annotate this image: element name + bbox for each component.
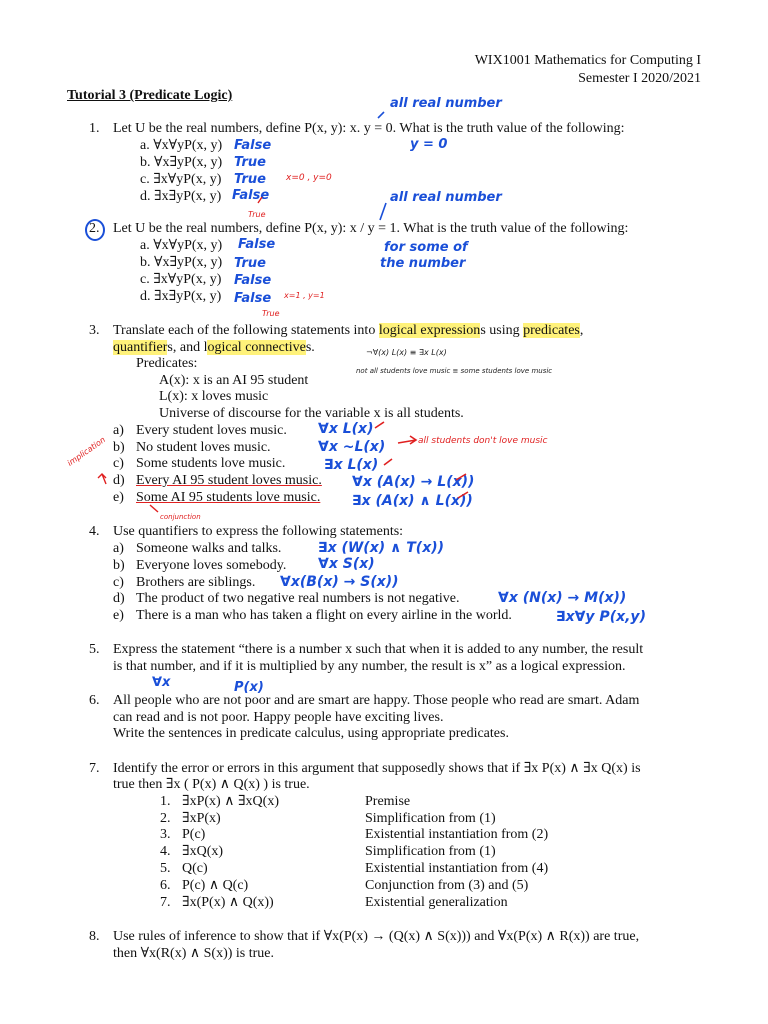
q4-item-e-label: e) <box>113 608 124 623</box>
q7-line2: true then ∃x ( P(x) ∧ Q(x) ) is true. <box>113 777 310 792</box>
q4-answer-d: ∀x (N(x) → M(x)) <box>498 590 627 606</box>
q7-step-statement: ∃xP(x) <box>182 811 221 826</box>
q1-item-a: a. ∀x∀yP(x, y) <box>140 138 223 153</box>
q1-note-d: False <box>232 188 270 203</box>
q8-line1: Use rules of inference to show that if ∀x(P(x) → (Q(x) ∧ S(x))) and ∀x(P(x) ∧ R(x)) are true, <box>113 929 640 944</box>
q4-item-d-label: d) <box>113 591 125 606</box>
q3-universe: Universe of discourse for the variable x is all students. <box>159 406 464 421</box>
q4-item-d: The product of two negative real numbers is not negative. <box>136 591 460 606</box>
q3-number: 3. <box>89 323 100 338</box>
q7-line1: Identify the error or errors in this argument that supposedly shows that if ∃x P(x) ∧ ∃x Q(x) is <box>113 761 641 776</box>
q3-answer-e: ∃x (A(x) ∧ L(x)) <box>352 493 473 509</box>
q1-number: 1. <box>89 121 100 136</box>
q7-step-num: 3. <box>160 827 171 842</box>
q1-fix-arrow <box>258 197 262 203</box>
q3-note-implication: implication <box>65 435 108 468</box>
q3-pred-l: L(x): x loves music <box>159 389 269 404</box>
q3-item-c-label: c) <box>113 456 124 471</box>
q2-item-c: c. ∃x∀yP(x, y) <box>140 272 222 287</box>
q1-note-c-side: x=0 , y=0 <box>286 173 332 183</box>
q3-note-equivalence: ¬∀(x) L(x) ≡ ∃x L(x) <box>366 348 447 357</box>
q1-item-b: b. ∀x∃yP(x, y) <box>140 155 223 170</box>
q3-arrow-implication <box>98 474 106 484</box>
q4-item-c: Brothers are siblings. <box>136 575 256 590</box>
q7-step-num: 5. <box>160 861 171 876</box>
q3-note-conjunction: conjunction <box>160 513 201 521</box>
q7-step-num: 7. <box>160 895 171 910</box>
q2-note-a: False <box>238 237 276 252</box>
q2-note-d: False <box>234 291 272 306</box>
q7-step-reason: Conjunction from (3) and (5) <box>365 878 529 893</box>
q6-line1: All people who are not poor and are smart are happy. Those people who read are smart. Adam <box>113 693 640 708</box>
q5-number: 5. <box>89 642 100 657</box>
q4-answer-c: ∀x(B(x) → S(x)) <box>280 574 399 590</box>
q7-step-num: 2. <box>160 811 171 826</box>
q4-item-a: Someone walks and talks. <box>136 541 282 556</box>
q7-step-statement: ∃xQ(x) <box>182 844 224 859</box>
q7-step-statement: P(c) <box>182 827 206 842</box>
q2-item-b: b. ∀x∃yP(x, y) <box>140 255 223 270</box>
q6-number: 6. <box>89 693 100 708</box>
q1-note-a: False <box>234 138 272 153</box>
q3-tick-a <box>375 422 384 428</box>
q7-step-statement: P(c) ∧ Q(c) <box>182 878 249 893</box>
q5-note-b: P(x) <box>234 680 264 695</box>
q2-note-top: all real number <box>390 190 502 205</box>
q1-note-c: True <box>234 172 266 187</box>
q7-number: 7. <box>89 761 100 776</box>
q4-text: Use quantifiers to express the following statements: <box>113 524 404 539</box>
q2-item-a: a. ∀x∀yP(x, y) <box>140 238 223 253</box>
q4-item-e: There is a man who has taken a flight on every airline in the world. <box>136 608 512 623</box>
q2-note-some2: the number <box>380 256 466 271</box>
q3-pred-a: A(x): x is an AI 95 student <box>159 373 309 388</box>
q3-text-line1: Translate each of the following statements into logical expressions using predicates, <box>113 323 584 338</box>
q1-note-d-fix: True <box>248 210 266 219</box>
q2-note-c: False <box>234 273 272 288</box>
q3-answer-c: ∃x L(x) <box>324 457 379 473</box>
q3-item-c: Some students love music. <box>136 456 286 471</box>
q2-note-d-fix: True <box>262 309 280 318</box>
q4-answer-e: ∃x∀y P(x,y) <box>556 609 646 625</box>
q7-step-reason: Existential instantiation from (4) <box>365 861 549 876</box>
q2-note-b: True <box>234 256 266 271</box>
q3-item-a: Every student loves music. <box>136 423 287 438</box>
q3-item-b-label: b) <box>113 440 125 455</box>
q3-arrow-b <box>398 436 416 444</box>
q7-step-reason: Premise <box>365 794 411 809</box>
q8-line2: then ∀x(R(x) ∧ S(x)) is true. <box>113 946 274 961</box>
course-title: WIX1001 Mathematics for Computing I <box>474 53 701 68</box>
q3-tick-e <box>458 492 468 498</box>
q8-number: 8. <box>89 929 100 944</box>
q7-step-reason: Simplification from (1) <box>365 811 496 826</box>
q7-step-statement: ∃xP(x) ∧ ∃xQ(x) <box>182 794 279 809</box>
q3-answer-a: ∀x L(x) <box>318 421 374 437</box>
q1-note-top: all real number <box>390 96 502 111</box>
q4-number: 4. <box>89 524 100 539</box>
q3-item-a-label: a) <box>113 423 124 438</box>
q7-step-reason: Simplification from (1) <box>365 844 496 859</box>
q3-answer-b: ∀x ~L(x) <box>318 439 386 455</box>
q7-step-statement: Q(c) <box>182 861 208 876</box>
q4-answer-b: ∀x S(x) <box>318 556 375 572</box>
q1-item-c: c. ∃x∀yP(x, y) <box>140 172 222 187</box>
page-title: Tutorial 3 (Predicate Logic) <box>67 88 233 103</box>
q7-step-num: 4. <box>160 844 171 859</box>
q2-item-d: d. ∃x∃yP(x, y) <box>140 289 222 304</box>
q3-item-e: Some AI 95 students love music. <box>136 490 321 505</box>
q3-item-d: Every AI 95 student loves music. <box>136 473 322 488</box>
q7-step-reason: Existential generalization <box>365 895 508 910</box>
q3-text-line2: quantifiers, and logical connectives. <box>113 340 315 355</box>
q7-step-num: 1. <box>160 794 171 809</box>
q3-tick-d <box>456 474 466 480</box>
q7-step-statement: ∃x(P(x) ∧ Q(x)) <box>182 895 274 910</box>
q5-line1: Express the statement “there is a number x such that when it is added to any number, the result <box>113 642 644 657</box>
q2-note-d-side: x=1 , y=1 <box>284 291 325 300</box>
q3-tick-c <box>384 459 392 465</box>
q6-line3: Write the sentences in predicate calculus, using appropriate predicates. <box>113 726 509 741</box>
q5-line2: is that number, and if it is multiplied by any number, the result is x” as a logical expression. <box>113 659 626 674</box>
q3-answer-d: ∀x (A(x) → L(x)) <box>352 474 475 490</box>
q7-step-reason: Existential instantiation from (2) <box>365 827 549 842</box>
q2-slash-mark <box>380 203 386 220</box>
q4-item-a-label: a) <box>113 541 124 556</box>
q1-note-b: True <box>234 155 266 170</box>
q3-item-e-label: e) <box>113 490 124 505</box>
q4-item-b: Everyone loves somebody. <box>136 558 287 573</box>
q3-predicates-label: Predicates: <box>136 356 198 371</box>
q3-item-d-label: d) <box>113 473 125 488</box>
q6-line2: can read and is not poor. Happy people have exciting lives. <box>113 710 444 725</box>
q2-note-some1: for some of <box>384 240 468 255</box>
q4-item-c-label: c) <box>113 575 124 590</box>
q7-step-num: 6. <box>160 878 171 893</box>
q4-item-b-label: b) <box>113 558 125 573</box>
q1-text: Let U be the real numbers, define P(x, y): x. y = 0. What is the truth value of the following: <box>113 121 625 136</box>
q1-tick-mark <box>378 112 384 118</box>
q3-note-equivalence-words: not all students love music ≡ some students love music <box>356 367 553 375</box>
q5-note-a: ∀x <box>152 675 171 690</box>
q2-text: Let U be the real numbers, define P(x, y): x / y = 1. What is the truth value of the following: <box>113 221 629 236</box>
q1-note-y0: y = 0 <box>410 137 448 152</box>
q1-item-d: d. ∃x∃yP(x, y) <box>140 189 222 204</box>
q4-answer-a: ∃x (W(x) ∧ T(x)) <box>318 540 445 556</box>
q3-arrow-conjunction <box>150 505 158 512</box>
q3-item-b: No student loves music. <box>136 440 271 455</box>
q2-number: 2. <box>89 221 100 236</box>
q3-note-b: all students don't love music <box>418 436 548 446</box>
semester: Semester I 2020/2021 <box>578 71 701 86</box>
